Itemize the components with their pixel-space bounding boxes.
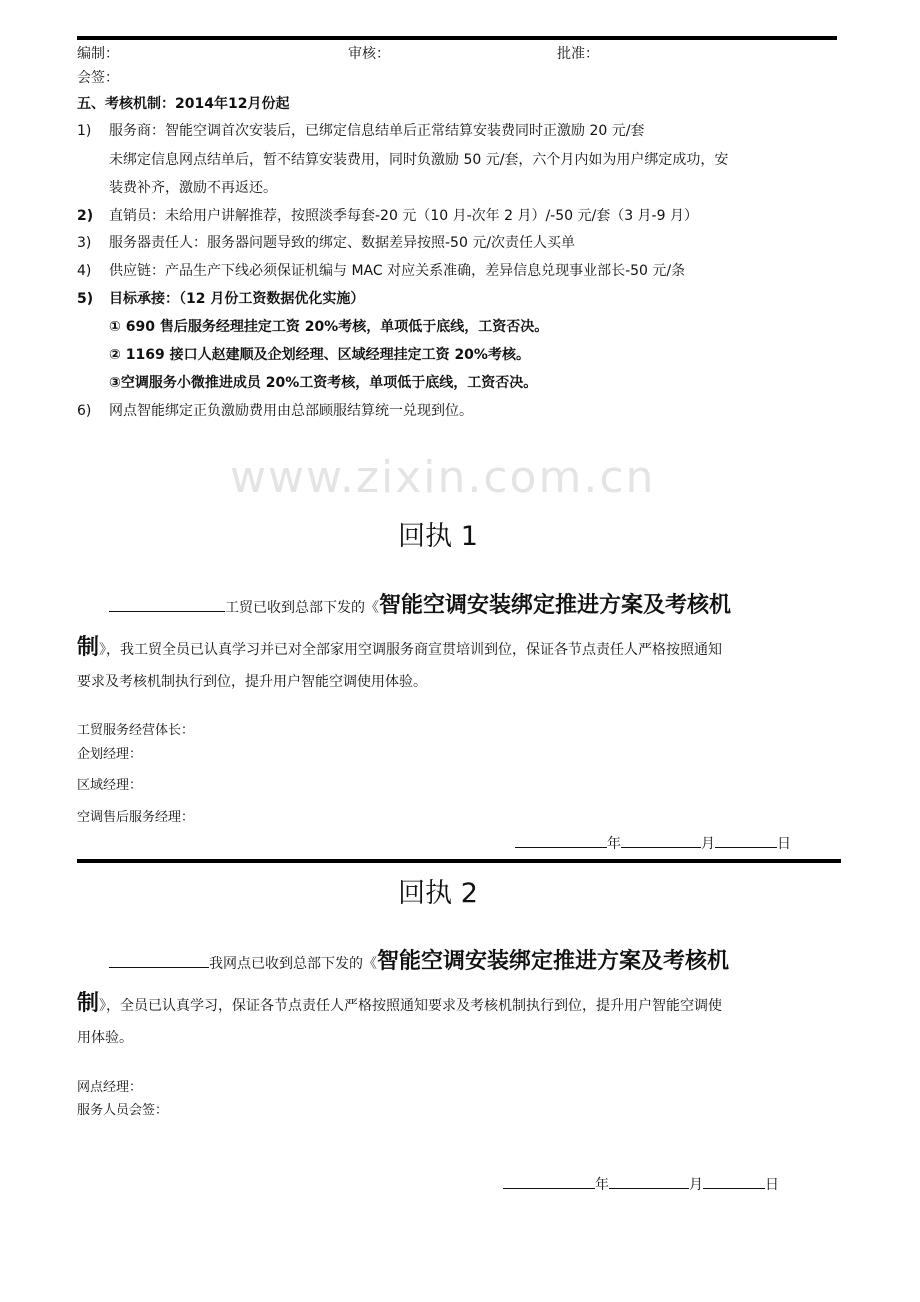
day-field[interactable]	[715, 833, 777, 848]
huiqian-label: 会签：	[77, 70, 119, 86]
item-num: 2)	[77, 208, 94, 224]
signer-label: 企划经理：	[77, 747, 143, 762]
receipt1-line3: 要求及考核机制执行到位，提升用户智能空调使用体验。	[77, 674, 427, 690]
month-label: 月	[689, 1177, 703, 1193]
item-text: 服务器责任人：服务器问题导致的绑定、数据差异按照-50 元/次责任人买单	[109, 235, 576, 251]
year-field[interactable]	[515, 833, 607, 848]
year-field[interactable]	[503, 1174, 595, 1189]
doc-title: 制	[77, 991, 100, 1016]
watermark: www.zixin.com.cn	[230, 452, 656, 503]
signer-label: 网点经理：	[77, 1080, 143, 1095]
year-label: 年	[595, 1177, 609, 1193]
item-cont: 未绑定信息网点结单后，暂不结算安装费用，同时负激励 50 元/套，六个月内如为用户绑定成功，安	[109, 152, 729, 168]
item-cont: 装费补齐，激励不再返还。	[109, 180, 277, 196]
month-label: 月	[701, 836, 715, 852]
month-field[interactable]	[621, 833, 701, 848]
item-text: 目标承接：（12 月份工资数据优化实施）	[109, 291, 365, 307]
receipt1-line2	[77, 634, 722, 664]
receipt2-line2	[77, 990, 722, 1020]
signer-label: 空调售后服务经理：	[77, 810, 195, 825]
receipt2-title: 回执 2	[398, 878, 478, 909]
doc-title: 智能空调安装绑定推进方案及考核机	[379, 593, 732, 618]
doc-title: 智能空调安装绑定推进方案及考核机	[377, 949, 730, 974]
signer-label: 工贸服务经营体长：	[77, 723, 195, 738]
receipt1-title: 回执 1	[398, 521, 478, 552]
sub-item: ③空调服务小微推进成员 20%工资考核，单项低于底线，工资否决。	[109, 375, 538, 391]
section-title: 五、考核机制：2014年12月份起	[77, 96, 290, 112]
pizhun-label: 批准：	[557, 46, 599, 62]
date-line	[515, 833, 791, 854]
signer-label: 服务人员会签：	[77, 1103, 169, 1118]
item-text: 网点智能绑定正负激励费用由总部顾服结算统一兑现到位。	[109, 403, 473, 419]
item-num: 4)	[77, 263, 92, 279]
blank-field[interactable]	[109, 597, 225, 612]
blank-field[interactable]	[109, 953, 209, 968]
item-num: 1)	[77, 123, 92, 139]
item-num: 3)	[77, 235, 92, 251]
item-num: 6)	[77, 403, 92, 419]
doc-title: 制	[77, 635, 100, 660]
bianzhi-label: 编制：	[77, 46, 119, 62]
day-field[interactable]	[703, 1174, 765, 1189]
text: 我网点已收到总部下发的《	[209, 956, 377, 972]
year-label: 年	[607, 836, 621, 852]
item-text: 服务商：智能空调首次安装后，已绑定信息结单后正常结算安装费同时正激励 20 元/套	[109, 123, 645, 139]
sub-item: ② 1169 接口人赵建顺及企划经理、区域经理挂定工资 20%考核。	[109, 347, 530, 363]
shenhe-label: 审核：	[348, 46, 390, 62]
day-label: 日	[777, 836, 791, 852]
day-label: 日	[765, 1177, 779, 1193]
receipt1-line1	[109, 592, 731, 622]
date-line	[503, 1174, 779, 1195]
text: 工贸已收到总部下发的《	[225, 600, 379, 616]
text: 》，我工贸全员已认真学习并已对全部家用空调服务商宣贯培训到位，保证各节点责任人严格按照通知	[99, 642, 723, 658]
receipt2-line3: 用体验。	[77, 1030, 133, 1046]
receipt2-line1	[109, 948, 729, 978]
top-rule	[77, 36, 837, 40]
signer-label: 区域经理：	[77, 778, 143, 793]
item-num: 5)	[77, 291, 94, 307]
divider-rule	[77, 859, 841, 863]
sub-item: ① 690 售后服务经理挂定工资 20%考核，单项低于底线，工资否决。	[109, 319, 549, 335]
item-text: 直销员：未给用户讲解推荐，按照淡季每套-20 元（10 月-次年 2 月）/-50 元/套（3 月-9 月）	[109, 208, 698, 224]
item-text: 供应链：产品生产下线必须保证机编与 MAC 对应关系准确，差异信息兑现事业部长-50 元/条	[109, 263, 686, 279]
month-field[interactable]	[609, 1174, 689, 1189]
text: 》，全员已认真学习，保证各节点责任人严格按照通知要求及考核机制执行到位，提升用户智能空调使	[99, 998, 723, 1014]
